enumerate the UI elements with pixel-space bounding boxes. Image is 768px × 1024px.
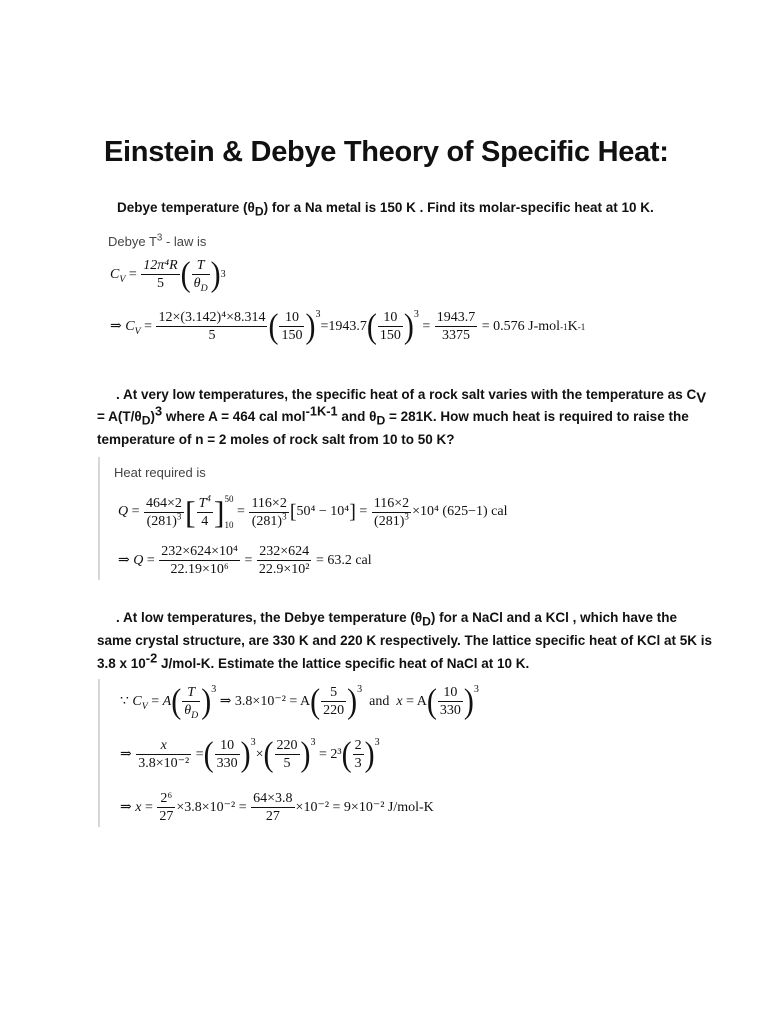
problem-2-question-line-2: = A(T/θD)3 where A = 464 cal mol-1K-1 and θD = 281K. How much heat is required to raise the	[97, 403, 689, 428]
nacl-calc-line-1: ∵ $C_V$ = A ( $\frac{T}{\theta_D}$ ) 3 ⇒ 3.8×10⁻² = A ( $\frac{5}{220}$ ) 3 and x = A ( $\frac{10}{330}$ ) 3	[120, 681, 479, 721]
debye-law-formula: $C_V$ = $\frac{\text{12π⁴R}}{5}$ ( $\frac{T}{\theta_D}$ ) 3	[110, 254, 226, 294]
page-title: Einstein & Debye Theory of Specific Heat:	[104, 136, 669, 168]
debye-calc-line: ⇒ $C_V$ = $\frac{\text{12×(3.142)⁴×8.314}}{5}$ ( $\frac{10}{150}$ ) 3 =1943.7 ( $\frac{10}{150}$ ) 3 = $\frac{1943.7}{3375}$ = 0.576 J-mol -1 K -1	[110, 306, 586, 345]
problem-2-question-line-3: temperature of n = 2 moles of rock salt from 10 to 50 K?	[97, 432, 455, 447]
heat-required-label: Heat required is	[114, 465, 206, 480]
problem-2-question-line-1: . At very low temperatures, the specific heat of a rock salt varies with the temperature as CV	[116, 387, 707, 407]
problem-3-question-line-2: same crystal structure, are 330 K and 220 K respectively. The lattice specific heat of KCl at 5K is	[97, 633, 713, 648]
problem-3-question-line-1: . At low temperatures, the Debye temperature (θD) for a NaCl and a KCl , which have the	[116, 610, 677, 629]
heat-calc-line-1: Q = $\frac{464\times 2}{(281)^3}$ [ $\frac{T^4}{4}$ ] 50 10 = $\frac{116\times 2}{(281)^3}$ [ 50⁴ − 10⁴ ] = $\frac{116\times 2}{(281)^3}$ ×10⁴ (625−1) cal	[118, 492, 508, 530]
solution-3-border	[98, 679, 100, 827]
heat-calc-line-2: ⇒ Q = $\frac{\text{232×624×10⁴}}{\text{22.19×10⁶}}$ = $\frac{232\times 624}{\text{22.9×10²}}$ = 63.2 cal	[118, 544, 372, 577]
nacl-calc-line-3: ⇒ x = $\frac{\text{2⁶}}{27}$ ×3.8×10⁻² = $\frac{64\times 3.8}{27}$ ×10⁻² = 9×10⁻² J/mol-K	[120, 791, 434, 824]
nacl-calc-line-2: ⇒ $\frac{x}{\text{3.8×10⁻²}}$ = ( $\frac{10}{330}$ ) 3 × ( $\frac{220}{5}$ ) 3 = 2³ ( $\frac{2}{3}$ ) 3	[120, 734, 380, 773]
solution-2-border	[98, 457, 100, 580]
debye-law-label: Debye $T^3$ - law is	[108, 232, 207, 249]
problem-3-question-line-3: 3.8 x 10-2 J/mol-K. Estimate the lattice specific heat of NaCl at 10 K.	[97, 650, 530, 671]
problem-1-question: Debye temperature (θD) for a Na metal is 150 K . Find its molar-specific heat at 10 K.	[117, 200, 654, 219]
